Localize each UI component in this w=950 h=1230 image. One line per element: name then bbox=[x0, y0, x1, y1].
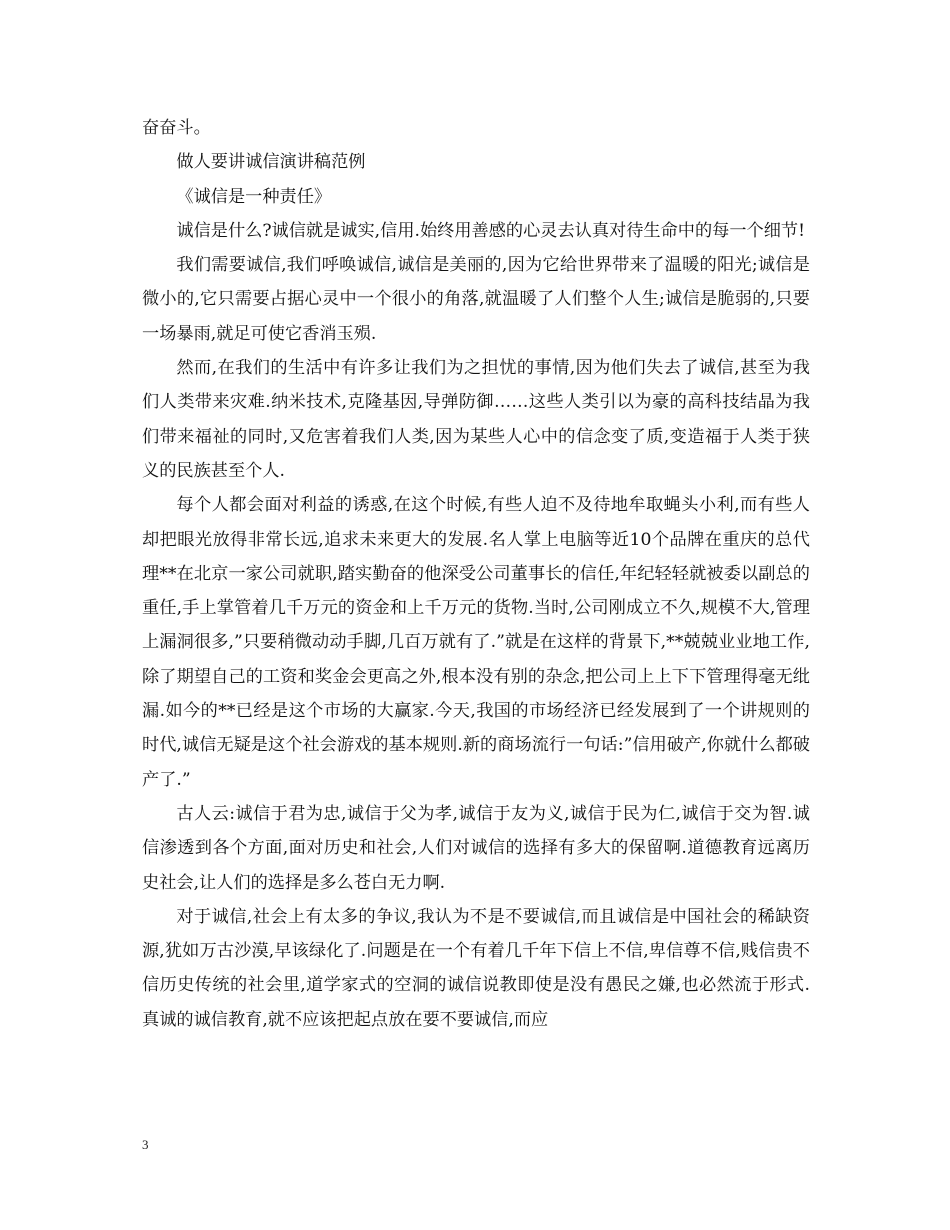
paragraph: 每个人都会面对利益的诱惑,在这个时候,有些人迫不及待地牟取蝇头小利,而有些人却把眼光放得非常长远,追求未来更大的发展.名人掌上电脑等近10个品牌在重庆的总代理**在北京一家公司就职,踏实勤奋的他深受公司董事长的信任,年纪轻轻就被委以副总的重任,手上掌管着几千万元的资金和上千万元的货物.当时,公司刚成立不久,规模不大,管理上漏洞很多,”只要稍微动动手脚,几百万就有了.”就是在这样的背景下,**兢兢业业地工作,除了期望自己的工资和奖金会更高之外,根本没有别的杂念,把公司上上下下管理得毫无纰漏.如今的**已经是这个市场的大赢家.今天,我国的市场经济已经发展到了一个讲规则的时代,诚信无疑是这个社会游戏的基本规则.新的商场流行一句话:”信用破产,你就什么都破产了.” bbox=[142, 495, 810, 790]
paragraph: 诚信是什么?诚信就是诚实,信用.始终用善感的心灵去认真对待生命中的每一个细节! bbox=[176, 220, 806, 241]
paragraph-continuation: 奋奋斗。 bbox=[142, 118, 211, 138]
paragraph: 然而,在我们的生活中有许多让我们为之担忧的事情,因为他们失去了诚信,甚至为我们人类带来灾难.纳米技术,克隆基因,导弹防御……这些人类引以为豪的高科技结晶为我们带来福祉的同时,又危害着我们人类,因为某些人心中的信念变了质,变造福于人类于狭义的民族甚至个人. bbox=[142, 358, 810, 481]
document-body bbox=[142, 111, 810, 1037]
paragraph: 古人云:诚信于君为忠,诚信于父为孝,诚信于友为义,诚信于民为仁,诚信于交为智.诚信渗透到各个方面,面对历史和社会,人们对诚信的选择有多大的保留啊.道德教育远离历史社会,让人们的选择是多么苍白无力啊. bbox=[142, 803, 810, 893]
paragraph: 对于诚信,社会上有太多的争议,我认为不是不要诚信,而且诚信是中国社会的稀缺资源,犹如万古沙漠,早该绿化了.问题是在一个有着几千年下信上不信,卑信尊不信,贱信贵不信历史传统的社会里,道学家式的空洞的诚信说教即使是没有愚民之嫌,也必然流于形式.真诚的诚信教育,就不应该把起点放在要不要诚信,而应 bbox=[142, 906, 810, 1030]
page-number: 3 bbox=[142, 1137, 149, 1152]
speech-title: 《诚信是一种责任》 bbox=[176, 186, 332, 207]
paragraph: 我们需要诚信,我们呼唤诚信,诚信是美丽的,因为它给世界带来了温暖的阳光;诚信是微小的,它只需要占据心灵中一个很小的角落,就温暖了人们整个人生;诚信是脆弱的,只要一场暴雨,就足可使它香消玉殒. bbox=[142, 255, 810, 344]
speech-heading: 做人要讲诚信演讲稿范例 bbox=[176, 152, 366, 173]
